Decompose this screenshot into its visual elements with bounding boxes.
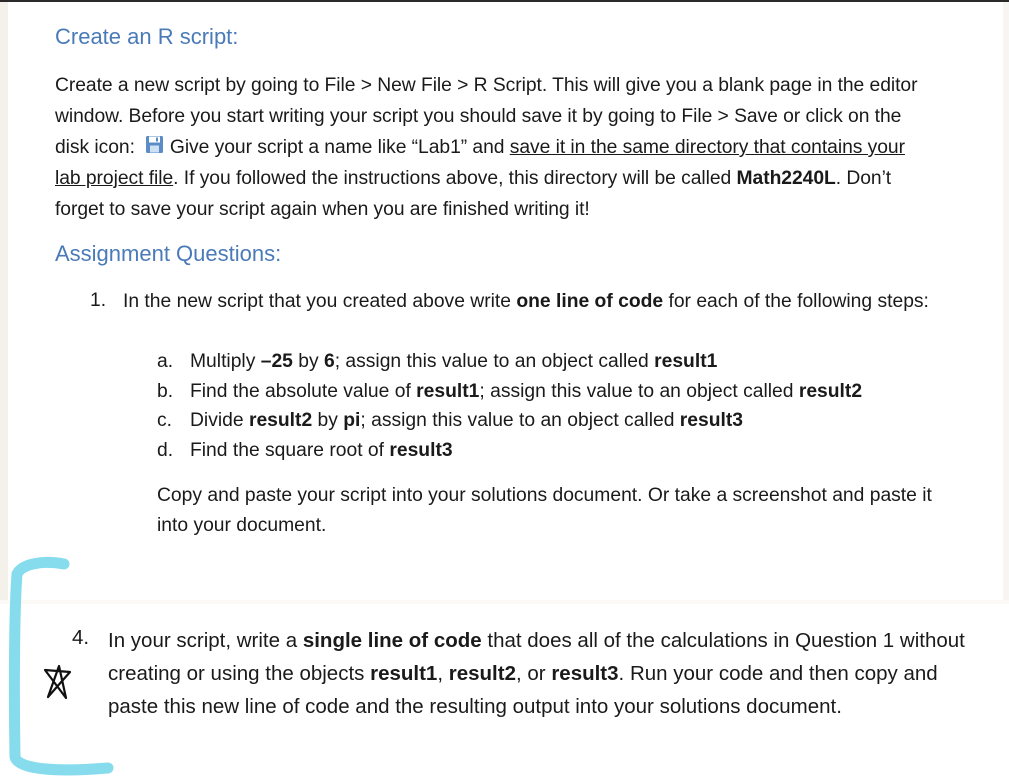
step-letter: a. xyxy=(157,351,174,372)
step-letter: c. xyxy=(157,410,172,431)
step-object: result1 xyxy=(654,351,718,372)
question-4-text xyxy=(108,624,968,723)
step-letter: d. xyxy=(157,440,174,461)
step-c xyxy=(157,406,743,436)
q1-bold: one line of code xyxy=(516,291,664,312)
step-d xyxy=(157,436,453,466)
step-text: ; assign this value to an object called xyxy=(334,351,655,372)
step-text: ; assign this value to an object called xyxy=(360,410,680,431)
q4-result3: result3 xyxy=(551,662,619,685)
step-b xyxy=(157,377,862,407)
right-margin xyxy=(1003,2,1009,600)
q4-sep: , xyxy=(437,662,444,685)
q4-result2: result2 xyxy=(448,662,516,685)
question-4-number: 4. xyxy=(72,626,90,649)
para-text-2: Give your script a name like “Lab1” and xyxy=(169,137,505,158)
create-script-paragraph xyxy=(55,70,935,225)
step-letter: b. xyxy=(157,381,174,402)
directory-name: Math2240L xyxy=(736,168,836,189)
step-object: result3 xyxy=(389,440,453,461)
step-text: Find the absolute value of xyxy=(190,381,417,402)
floppy-disk-icon xyxy=(145,133,164,152)
left-margin xyxy=(0,2,8,600)
step-a xyxy=(157,347,717,377)
q4-result1: result1 xyxy=(370,662,438,685)
step-object: result2 xyxy=(798,381,863,402)
step-text: ; assign this value to an object called xyxy=(479,381,799,402)
page-gap xyxy=(0,600,1009,604)
step-text: by xyxy=(312,410,344,431)
step-text: Divide xyxy=(190,410,249,431)
step-text: Find the square root of xyxy=(190,440,390,461)
underlined-instruction: save it in the same directory that contains your lab project file xyxy=(55,137,905,189)
section-heading-create-script: Create an R script: xyxy=(55,24,239,49)
para-text-3: . If you followed the instructions above, this directory will be called xyxy=(173,168,732,189)
para-text-1: Create a new script by going to File > New File > R Script. This will give you a blank page in the editor window. Before you start writing your script you should save it by going to File > Save or click on the disk icon: xyxy=(55,75,918,158)
q4-pre: In your script, write a xyxy=(108,629,298,652)
step-text: Multiply xyxy=(190,351,261,372)
q1-post: for each of the following steps: xyxy=(668,291,929,312)
step-value: pi xyxy=(343,410,361,431)
para-text-4: . Don’t forget to save your script again when you are finished writing it! xyxy=(55,168,892,220)
step-object: result2 xyxy=(248,410,313,431)
step-object: result3 xyxy=(679,410,744,431)
step-value: –25 xyxy=(260,351,293,372)
step-text: by xyxy=(292,351,324,372)
q4-post: . Run your code and then copy and paste this new line of code and the resulting output into your solutions document. xyxy=(108,662,938,718)
q4-mid: that does all of the calculations in Question 1 without creating or using the objects xyxy=(108,629,965,685)
question-1-text xyxy=(123,287,953,317)
step-value: 6 xyxy=(323,351,335,372)
step-object: result1 xyxy=(416,381,480,402)
q1-pre: In the new script that you created above write xyxy=(123,291,511,312)
copy-instruction: Copy and paste your script into your solutions document. Or take a screenshot and paste it into your document. xyxy=(157,485,932,536)
question-1-number: 1. xyxy=(90,290,107,311)
q4-sep: , or xyxy=(515,662,546,685)
section-heading-assignment: Assignment Questions: xyxy=(55,241,282,266)
q4-bold: single line of code xyxy=(302,629,482,652)
star-annotation-icon xyxy=(40,664,76,702)
